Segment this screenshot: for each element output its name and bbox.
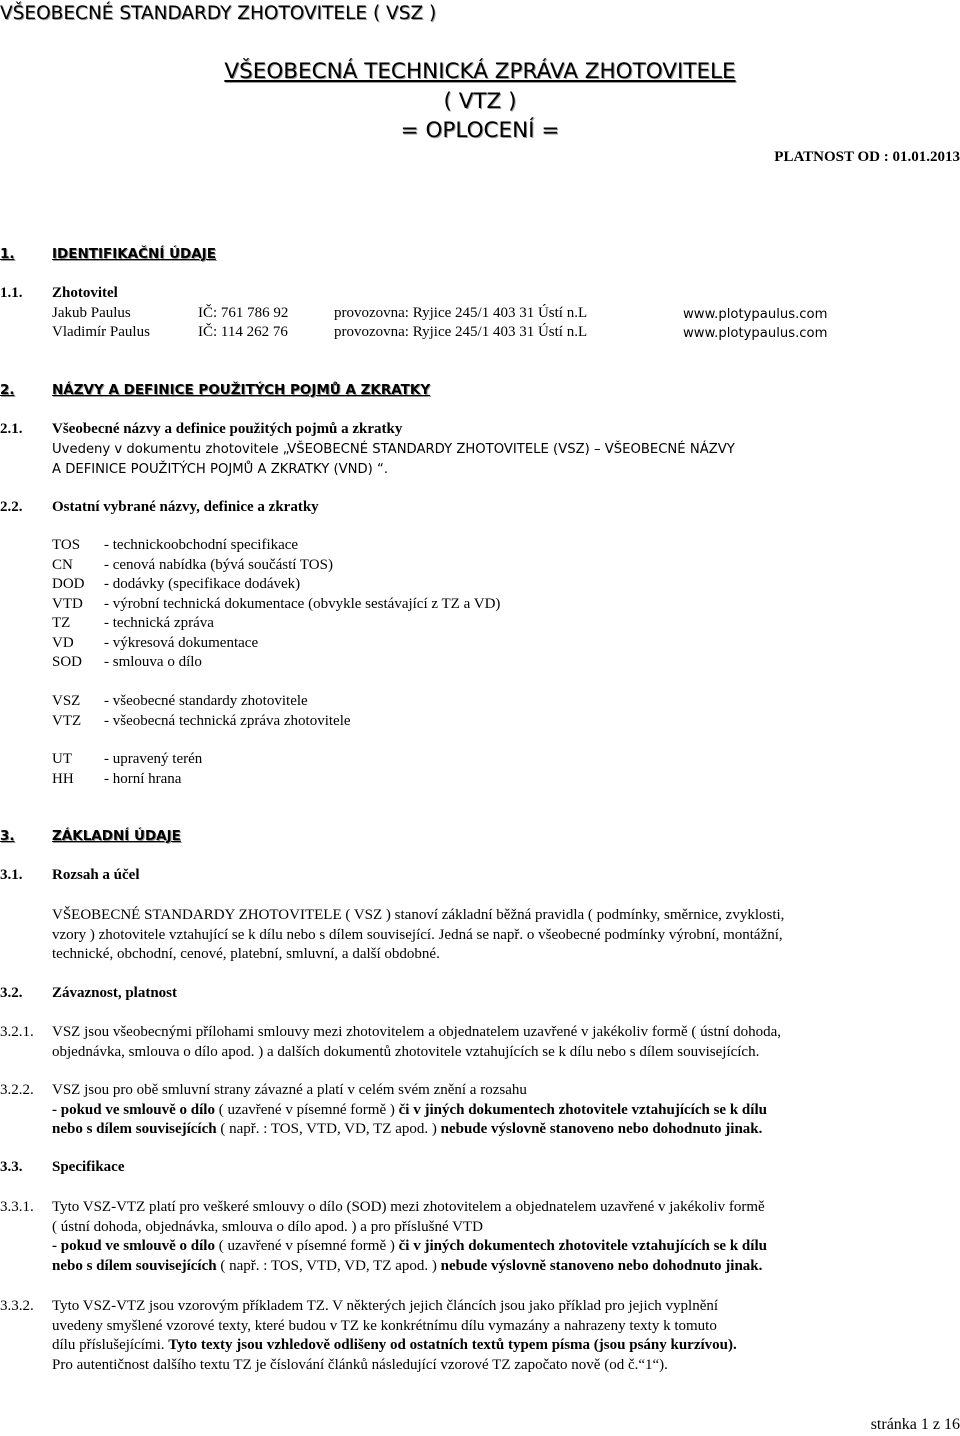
contractor-name: Vladimír Paulus bbox=[52, 324, 150, 340]
section-3-3-2-number: 3.3.2. bbox=[0, 1298, 34, 1314]
abbreviation-row bbox=[52, 653, 500, 673]
paragraph-line: Tyto VSZ-VTZ jsou vzorovým příkladem TZ. V některých jejich článcích jsou jako příklad pro jejich vyplnění bbox=[52, 1298, 719, 1314]
section-3-2-1-text bbox=[52, 1023, 882, 1062]
abbreviation: VD bbox=[52, 634, 74, 651]
paragraph-line bbox=[52, 1336, 882, 1356]
condition-bold: nebude výslovně stanoveno nebo dohodnuto jinak. bbox=[440, 1121, 763, 1137]
contractor-ic: IČ: 114 262 76 bbox=[198, 324, 288, 340]
document-subject: = OPLOCENÍ = bbox=[400, 118, 560, 143]
section-2-2-title: Ostatní vybrané názvy, definice a zkratky bbox=[52, 499, 319, 515]
document-title: VŠEOBECNÁ TECHNICKÁ ZPRÁVA ZHOTOVITELE bbox=[224, 59, 736, 84]
section-3-title: ZÁKLADNÍ ÚDAJE bbox=[52, 828, 181, 844]
condition-text: ( uzavřené v písemné formě ) bbox=[214, 1238, 399, 1254]
section-2-1-number: 2.1. bbox=[0, 421, 23, 437]
abbreviation: CN bbox=[52, 556, 73, 573]
section-3-3-1-number: 3.3.1. bbox=[0, 1199, 34, 1215]
document-header: VŠEOBECNÉ STANDARDY ZHOTOVITELE ( VSZ ) bbox=[0, 3, 437, 24]
condition-bold: nebo s dílem souvisejících bbox=[52, 1257, 217, 1274]
abbreviation-definition: - technickoobchodní specifikace bbox=[104, 537, 299, 553]
abbreviation: VSZ bbox=[52, 693, 81, 709]
abbreviation-row bbox=[52, 634, 500, 654]
section-2-1-text: A DEFINICE POUŽITÝCH POJMŮ A ZKRATKY (VND) “. bbox=[52, 462, 389, 477]
section-1-title: IDENTIFIKAČNÍ ÚDAJE bbox=[52, 246, 216, 262]
abbreviation: VTZ bbox=[52, 712, 82, 729]
document-subtitle-abbr: ( VTZ ) bbox=[443, 89, 517, 114]
abbreviation: TZ bbox=[52, 615, 71, 631]
abbreviation-list bbox=[52, 750, 202, 789]
section-3-2-number: 3.2. bbox=[0, 985, 23, 1001]
paragraph-text: dílu příslušejícími. bbox=[52, 1337, 169, 1353]
section-3-3-number: 3.3. bbox=[0, 1159, 23, 1175]
abbreviation: HH bbox=[52, 770, 74, 787]
section-2-1-text: Uvedeny v dokumentu zhotovitele „VŠEOBECNÉ STANDARDY ZHOTOVITELE (VSZ) – VŠEOBECNÉ NÁZVY bbox=[52, 442, 735, 457]
abbreviation-definition: - všeobecné standardy zhotovitele bbox=[104, 693, 308, 709]
paragraph-line: vzory ) zhotovitele vztahující se k dílu nebo s dílem související. Jedná se např. o všeobecné podmínky výrobní, montážní, bbox=[52, 926, 783, 943]
contractor-name: Jakub Paulus bbox=[52, 305, 131, 321]
abbreviation: SOD bbox=[52, 654, 83, 670]
page-number: stránka 1 z 16 bbox=[870, 1416, 960, 1433]
paragraph-line: VSZ jsou pro obě smluvní strany závazné a platí v celém svém znění a rozsahu bbox=[52, 1082, 527, 1098]
abbreviation-definition: - smlouva o dílo bbox=[104, 654, 202, 670]
abbreviation-list bbox=[52, 536, 500, 673]
abbreviation: TOS bbox=[52, 537, 81, 553]
abbreviation-row bbox=[52, 712, 351, 732]
condition-line bbox=[52, 1237, 882, 1257]
section-3-3-1-text bbox=[52, 1198, 882, 1276]
abbreviation-row bbox=[52, 556, 500, 576]
abbreviation-list bbox=[52, 692, 351, 731]
contractor-website[interactable]: www.plotypaulus.com bbox=[683, 326, 828, 341]
section-3-1-number: 3.1. bbox=[0, 867, 23, 883]
condition-bold: či v jiných dokumentech zhotovitele vztahujících se k dílu bbox=[398, 1101, 767, 1118]
condition-bold: - pokud ve smlouvě o dílo bbox=[52, 1238, 215, 1254]
condition-text: ( např. : TOS, VTD, VD, TZ apod. ) bbox=[216, 1121, 441, 1137]
section-3-number: 3. bbox=[0, 828, 15, 844]
section-2-number: 2. bbox=[0, 382, 15, 398]
section-1-1-title: Zhotovitel bbox=[52, 285, 118, 301]
paragraph-line: VSZ jsou všeobecnými přílohami smlouvy mezi zhotovitelem a objednatelem uzavřené v jakékoliv formě ( ústní dohoda, bbox=[52, 1024, 781, 1040]
section-3-2-2-text bbox=[52, 1081, 882, 1140]
section-3-3-title: Specifikace bbox=[52, 1159, 125, 1175]
section-3-3-2-text bbox=[52, 1297, 882, 1375]
contractor-address: provozovna: Ryjice 245/1 403 31 Ústí n.L bbox=[334, 324, 588, 340]
abbreviation-definition: - dodávky (specifikace dodávek) bbox=[104, 576, 301, 592]
abbreviation-definition: - horní hrana bbox=[104, 770, 182, 787]
abbreviation-row bbox=[52, 595, 500, 615]
paragraph-line: Pro autentičnost dalšího textu TZ je číslování článků následující vzorové TZ započato nově (od č.“1“). bbox=[52, 1356, 668, 1373]
paragraph-line: Tyto VSZ-VTZ platí pro veškeré smlouvy o dílo (SOD) mezi zhotovitelem a objednatelem uzavřené v jakékoliv formě bbox=[52, 1199, 765, 1215]
condition-bold: - pokud ve smlouvě o dílo bbox=[52, 1101, 215, 1118]
section-3-2-2-number: 3.2.2. bbox=[0, 1082, 34, 1098]
abbreviation-definition: - výrobní technická dokumentace (obvykle sestávající z TZ a VD) bbox=[104, 595, 501, 612]
section-1-number: 1. bbox=[0, 246, 15, 262]
paragraph-line: VŠEOBECNÉ STANDARDY ZHOTOVITELE ( VSZ ) stanoví základní běžná pravidla ( podmínky, směrnice, zvyklosti, bbox=[52, 907, 785, 923]
abbreviation-definition: - cenová nabídka (bývá součástí TOS) bbox=[104, 556, 333, 573]
abbreviation-row bbox=[52, 614, 500, 634]
abbreviation-row bbox=[52, 692, 351, 712]
condition-bold: nebude výslovně stanoveno nebo dohodnuto jinak. bbox=[440, 1257, 763, 1274]
condition-text: ( např. : TOS, VTD, VD, TZ apod. ) bbox=[216, 1257, 441, 1274]
abbreviation-row bbox=[52, 575, 500, 595]
validity-date: PLATNOST OD : 01.01.2013 bbox=[774, 149, 960, 165]
section-3-2-title: Závaznost, platnost bbox=[52, 985, 178, 1001]
paragraph-line: ( ústní dohoda, objednávka, smlouva o dílo apod. ) a pro příslušné VTD bbox=[52, 1218, 483, 1235]
abbreviation-row bbox=[52, 770, 202, 790]
condition-text: ( uzavřené v písemné formě ) bbox=[214, 1101, 399, 1118]
abbreviation-row bbox=[52, 750, 202, 770]
paragraph-line: uvedeny smyšlené vzorové texty, které budou v TZ ke konkrétnímu dílu vymazány a nahrazeny texty k tomuto bbox=[52, 1317, 717, 1334]
section-3-2-1-number: 3.2.1. bbox=[0, 1024, 34, 1040]
section-1-1-number: 1.1. bbox=[0, 285, 23, 301]
section-2-title: NÁZVY A DEFINICE POUŽITÝCH POJMŮ A ZKRATKY bbox=[52, 382, 431, 398]
abbreviation-definition: - výkresová dokumentace bbox=[104, 634, 259, 651]
condition-bold: či v jiných dokumentech zhotovitele vztahujících se k dílu bbox=[398, 1238, 767, 1254]
section-2-1-title: Všeobecné názvy a definice použitých pojmů a zkratky bbox=[52, 421, 403, 437]
paragraph-line: technické, obchodní, cenové, platební, smluvní, a další obdobné. bbox=[52, 946, 440, 962]
section-2-2-number: 2.2. bbox=[0, 499, 23, 515]
contractor-website[interactable]: www.plotypaulus.com bbox=[683, 307, 828, 322]
condition-line bbox=[52, 1120, 882, 1140]
condition-line bbox=[52, 1257, 882, 1277]
section-3-1-text bbox=[52, 906, 882, 965]
condition-line bbox=[52, 1101, 882, 1121]
condition-bold: nebo s dílem souvisejících bbox=[52, 1121, 217, 1137]
abbreviation-definition: - všeobecná technická zpráva zhotovitele bbox=[104, 712, 351, 729]
abbreviation: VTD bbox=[52, 595, 83, 612]
section-3-1-title: Rozsah a účel bbox=[52, 867, 140, 883]
abbreviation-definition: - technická zpráva bbox=[104, 615, 214, 631]
contractor-address: provozovna: Ryjice 245/1 403 31 Ústí n.L bbox=[334, 305, 588, 321]
abbreviation-definition: - upravený terén bbox=[104, 751, 203, 767]
paragraph-line: objednávka, smlouva o dílo apod. ) a dalších dokumentů zhotovitele vztahujících se k dílu nebo s dílem souvisejících. bbox=[52, 1043, 760, 1060]
abbreviation: DOD bbox=[52, 576, 85, 592]
abbreviation-row bbox=[52, 536, 500, 556]
paragraph-bold: Tyto texty jsou vzhledově odlišeny od ostatních textů typem písma (jsou psány kurzívou). bbox=[168, 1337, 737, 1353]
abbreviation: UT bbox=[52, 751, 72, 767]
contractor-ic: IČ: 761 786 92 bbox=[198, 305, 289, 321]
